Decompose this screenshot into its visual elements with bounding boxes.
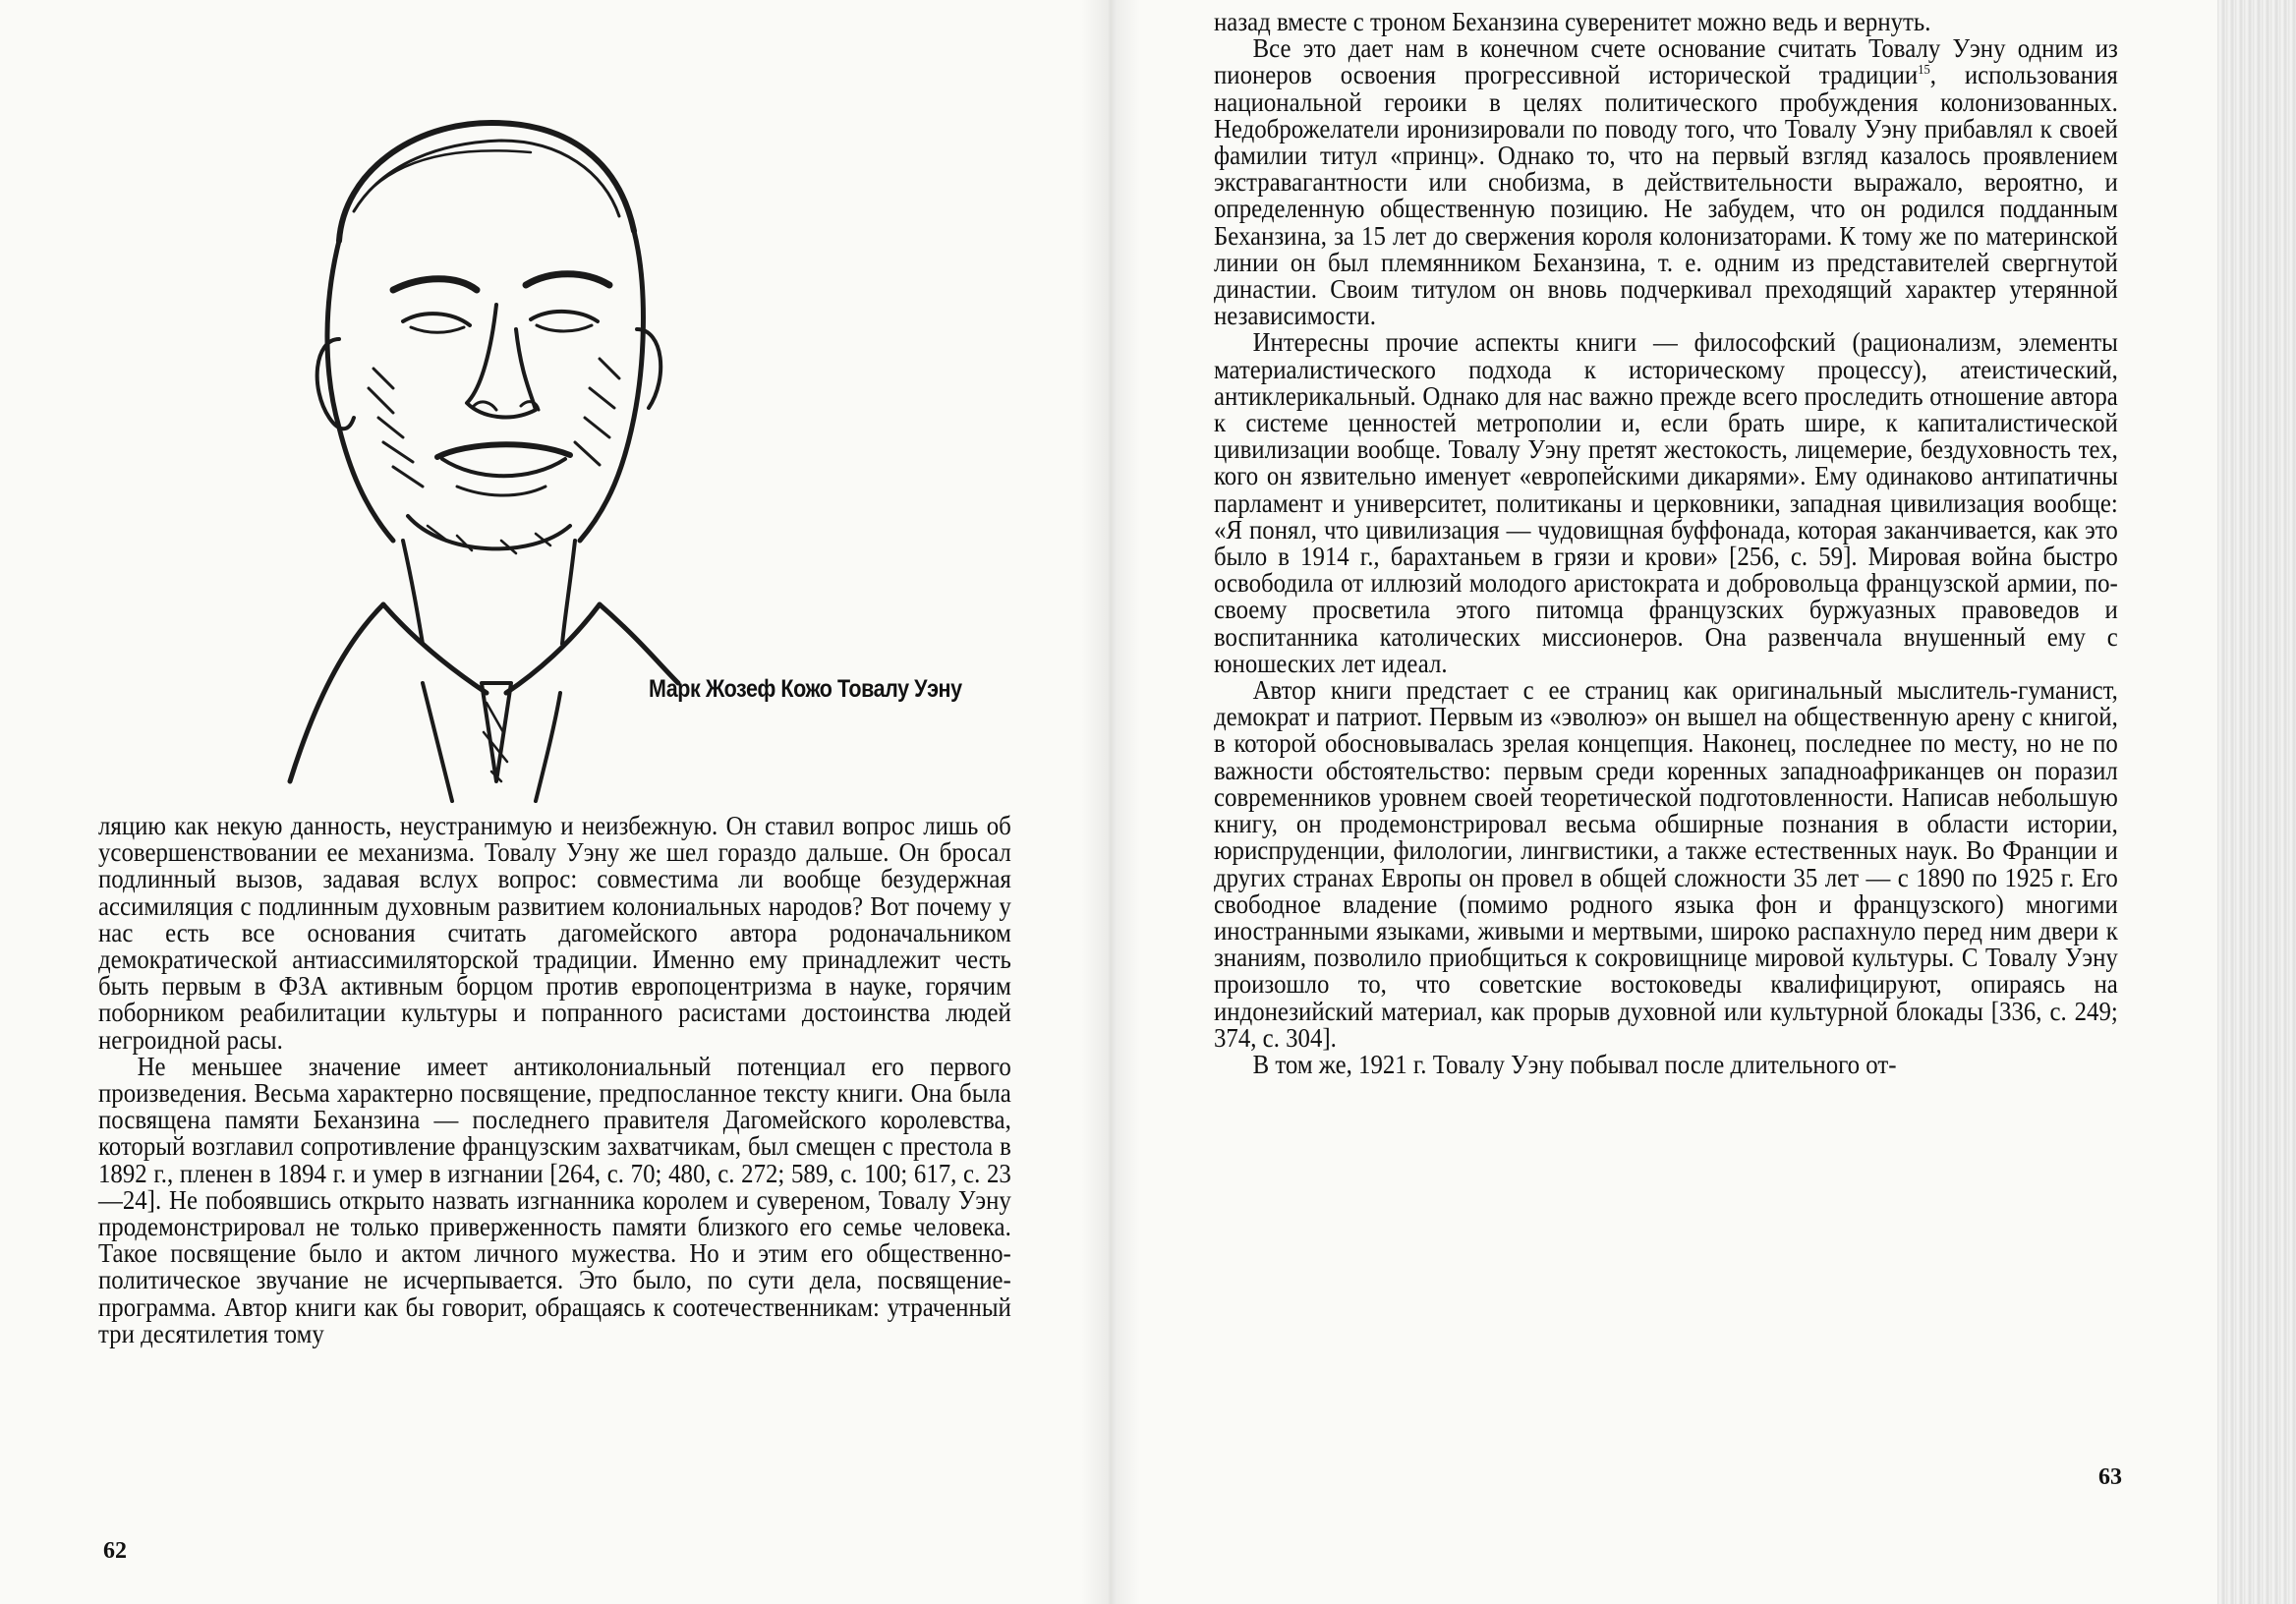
paragraph: Автор книги предстает с ее страниц как оригинальный мыслитель-гуманист, демократ и патриот. Первым из «эволюэ» он вышел на общественную арену с книгой, в которой обосновывалась зрелая концепция. Наконец, последнее по месту, но не по важности обстоятельство: первым среди коренных западноафриканцев он поразил современников уровнем своей теоретической подготовленности. Написав небольшую книгу, он продемонстрировал весьма обширные познания в области истории, юриспруденции, филологии, лингвистики, а также естественных наук. Во Франции и других странах Европы он провел в общей сложности 35 лет — с 1890 по 1925 г. Его свободное владение (помимо родного языка фон и французского) многими иностранными языками, живыми и мертвыми, широко распахнуло перед ним двери к знаниям, позволило приобщиться к сокровищнице мировой культуры. С Товалу Уэну произошло то, что советские востоковеды квалифицируют, опираясь на индонезийский материал, как прорыв духовной или культурной блокады [336, с. 249; 374, с. 304]. — [1214, 674, 2118, 1053]
paragraph: Не меньшее значение имеет антиколониальный потенциал его первого произведения. Весьма характерно посвящение, предпосланное тексту книги. Она была посвящена памяти Беханзина — последнего правителя Дагомейского королевства, который возглавил сопротивление французским захватчикам, был смещен с престола в 1892 г., пленен в 1894 г. и умер в изгнании [264, с. 70; 480, с. 272; 589, с. 100; 617, с. 23—24]. Не побоявшись открыто назвать изгнанника королем и сувереном, Товалу Уэну продемонстрировал не только приверженность памяти близкого его семье человека. Такое посвящение было и актом личного мужества. Но и этим его общественно-политическое звучание не исчерпывается. Это было, по сути дела, посвящение-программа. Автор книги как бы говорит, обращаясь к соотечественникам: утраченный три десятилетия тому — [98, 1050, 1011, 1348]
paragraph: В том же, 1921 г. Товалу Уэну побывал после длительного от- — [1252, 1048, 1897, 1079]
paragraph: назад вместе с троном Беханзина суверенитет можно ведь и вернуть. — [1214, 6, 1931, 36]
paragraph — [1214, 32, 2118, 331]
page-number: 63 — [2098, 1464, 2122, 1490]
paragraph-text: Все это дает нам в конечном счете основание считать Товалу Уэну одним из пионеров освоения прогрессивной исторической традиции — [1214, 32, 2118, 90]
paragraph: Интересны прочие аспекты книги — философский (рационализм, элементы материалистического подхода к историческому процессу), атеистический, антиклерикальный. Однако для нас важно прежде всего проследить отношение автора к системе ценностей метрополии и, если брать шире, к капиталистической цивилизации вообще. Товалу Уэну претят жестокость, лицемерие, бездуховность тех, кого он язвительно именует «европейскими дикарями». Ему одинаково антипатичны парламент и университет, политиканы и церковники, западная цивилизация вообще: «Я понял, что цивилизация — чудовищная буффонада, которая заканчивается, как это было в 1914 г., барахтаньем в грязи и крови» [256, с. 59]. Мировая война быстро освободила от иллюзий молодого аристократа и добровольца французской армии, по-своему просветила этого питомца французских буржуазных правоведов и воспитанника католических миссионеров. Она развенчала внушенный ему с юношеских лет идеал. — [1214, 326, 2118, 678]
right-page-text — [1214, 8, 2118, 1077]
book-gutter — [1081, 0, 1140, 1604]
page-edge-shadow — [2217, 0, 2296, 1604]
left-page-text — [98, 812, 1011, 1346]
right-page — [1214, 0, 2122, 1533]
page-number: 62 — [103, 1538, 127, 1564]
paragraph-text: , использования национальной героики в целях политического пробуждения колонизованных. Недоброжелатели иронизировали по поводу того, что Товалу Уэну прибавлял к своей фамилии титул «принц». Однако то, что на первый взгляд казалось проявлением экстравагантности или снобизма, в действительности выражало, вероятно, и определенную общественную позицию. Не забудем, что он родился подданным Беханзина, за 15 лет до свержения короля колонизаторами. К тому же по материнской линии он был племянником Беханзина, т. е. одним из представителей свергнутой династии. Своим титулом он вновь подчеркивал преходящий характер утерянной независимости. — [1214, 59, 2118, 331]
portrait-drawing — [246, 93, 757, 821]
left-page — [98, 39, 1012, 1573]
portrait-caption: Марк Жозеф Кожо Товалу Уэну — [649, 675, 962, 703]
footnote-marker: 15 — [1918, 63, 1930, 79]
paragraph: ляцию как некую данность, неустранимую и неизбежную. Он ставил вопрос лишь об усовершенствовании ее механизма. Товалу Уэну же шел гораздо дальше. Он бросал подлинный вызов, задавая вслух вопрос: совместима ли вообще безудержная ассимиляция с подлинным духовным развитием колониальных народов? Вот почему у нас есть все основания считать дагомейского автора родоначальником демократической антиассимиляторской традиции. Именно ему принадлежит честь быть первым в ФЗА активным борцом против европоцентризма в науке, горячим поборником реабилитации культуры и попранного расистами достоинства людей негроидной расы. — [98, 810, 1011, 1055]
